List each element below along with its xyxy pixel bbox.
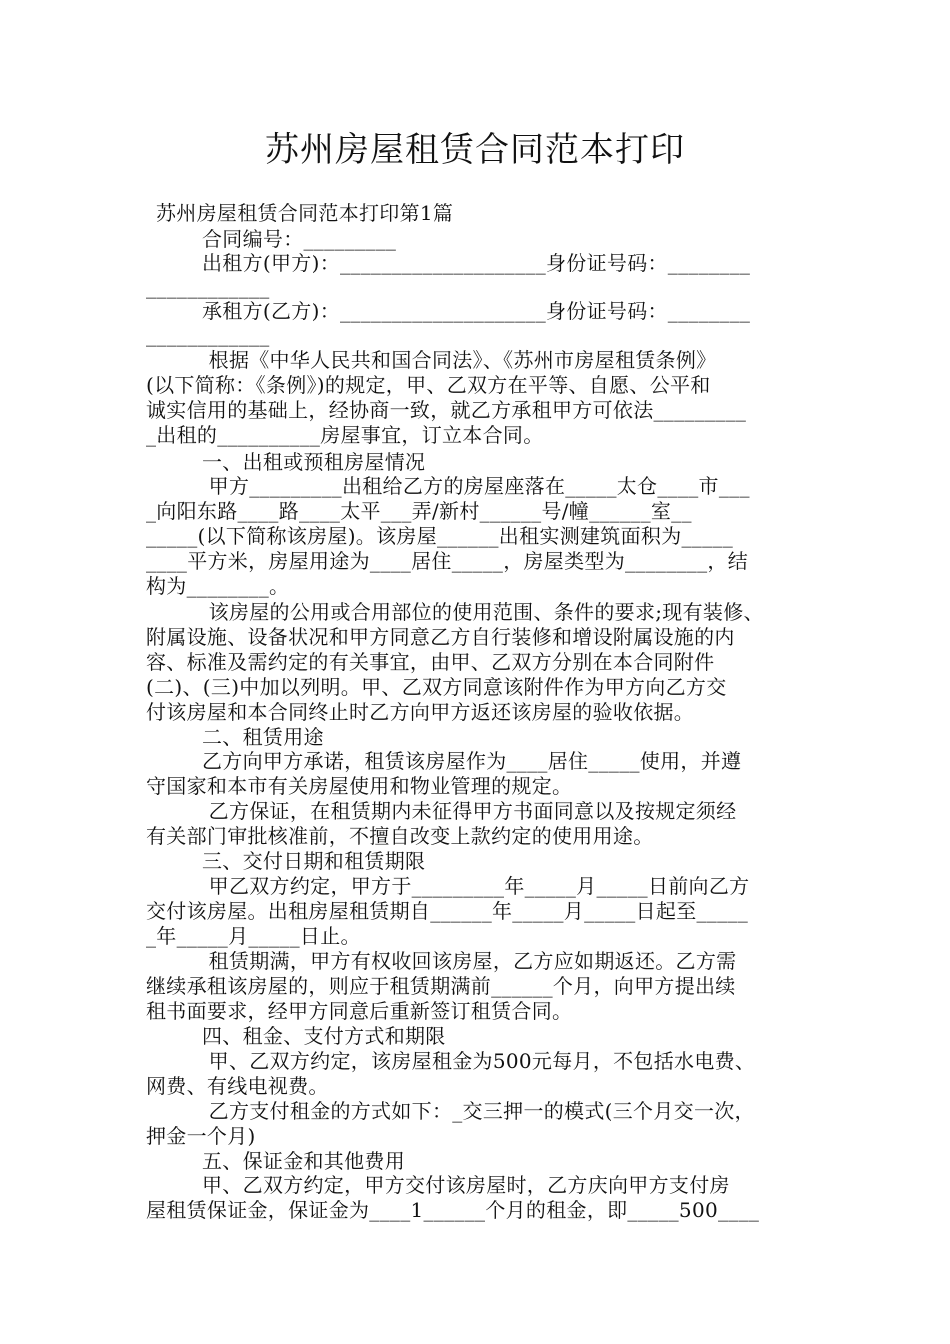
section-heading: 五、保证金和其他费用 (202, 1149, 405, 1173)
paragraph-line: _向阳东路____路____太平___弄/新村______号/幢______室__ (146, 499, 692, 523)
section-heading: 苏州房屋租赁合同范本打印第1篇 (156, 201, 454, 225)
paragraph-line: 租书面要求，经甲方同意后重新签订租赁合同。 (146, 999, 573, 1023)
paragraph-line: 根据《中华人民共和国合同法》、《苏州市房屋租赁条例》 (202, 348, 717, 372)
paragraph-line: 押金一个月) (146, 1124, 256, 1148)
paragraph-line: 租赁期满，甲方有权收回该房屋，乙方应如期返还。乙方需 (202, 949, 737, 973)
paragraph-line: 甲、乙双方约定，甲方交付该房屋时，乙方庆向甲方支付房 (202, 1173, 730, 1197)
paragraph-line: 付该房屋和本合同终止时乙方向甲方返还该房屋的验收依据。 (146, 700, 695, 724)
paragraph-line: 容、标准及需约定的有关事宜，由甲、乙双方分别在本合同附件 (146, 650, 715, 674)
paragraph-line: 交付该房屋。出租房屋租赁期自______年_____月_____日起至_____ (146, 899, 748, 923)
lessee-line-cont: ____________ (146, 323, 270, 347)
document-title: 苏州房屋租赁合同范本打印 (265, 130, 685, 170)
lessee-line: 承租方(乙方)：____________________身份证号码：________ (202, 299, 751, 323)
paragraph-line: 乙方向甲方承诺，租赁该房屋作为____居住_____使用，并遵 (202, 749, 742, 773)
section-heading: 四、租金、支付方式和期限 (202, 1024, 446, 1048)
paragraph-line: (以下简称：《条例》)的规定，甲、乙双方在平等、自愿、公平和 (146, 373, 711, 397)
paragraph-line: 有关部门审批核准前，不擅自改变上款约定的使用用途。 (146, 824, 654, 848)
paragraph-line: 构为________。 (146, 574, 290, 598)
paragraph-line: 附属设施、设备状况和甲方同意乙方自行装修和增设附属设施的内 (146, 625, 735, 649)
section-heading: 三、交付日期和租赁期限 (202, 849, 426, 873)
paragraph-line: ____平方米，房屋用途为____居住_____，房屋类型为________，结 (146, 549, 748, 573)
paragraph-line: 网费、有线电视费。 (146, 1074, 329, 1098)
paragraph-line: 守国家和本市有关房屋使用和物业管理的规定。 (146, 774, 573, 798)
paragraph-line: _出租的__________房屋事宜，订立本合同。 (146, 423, 544, 447)
paragraph-line: 诚实信用的基础上，经协商一致，就乙方承租甲方可依法_________ (146, 398, 747, 422)
lessor-line-cont: ____________ (146, 275, 270, 299)
paragraph-line: 甲乙双方约定，甲方于_________年_____月_____日前向乙方 (202, 874, 750, 898)
paragraph-line: 屋租赁保证金，保证金为____1______个月的租金，即_____500____ (146, 1198, 760, 1222)
contract-number-line: 合同编号：_________ (202, 227, 397, 251)
paragraph-line: 甲、乙双方约定，该房屋租金为500元每月，不包括水电费、 (202, 1049, 756, 1073)
section-heading: 二、租赁用途 (202, 725, 324, 749)
paragraph-line: _年_____月_____日止。 (146, 924, 361, 948)
lessor-line: 出租方(甲方)：____________________身份证号码：________ (202, 251, 751, 275)
paragraph-line: 该房屋的公用或合用部位的使用范围、条件的要求;现有装修、 (202, 600, 764, 624)
paragraph-line: 乙方保证，在租赁期内未征得甲方书面同意以及按规定须经 (202, 799, 737, 823)
section-heading: 一、出租或预租房屋情况 (202, 450, 426, 474)
paragraph-line: 甲方_________出租给乙方的房屋座落在_____太仓____市___ (202, 474, 750, 498)
paragraph-line: 乙方支付租金的方式如下：_交三押一的模式(三个月交一次， (202, 1099, 755, 1123)
paragraph-line: 继续承租该房屋的，则应于租赁期满前______个月，向甲方提出续 (146, 974, 736, 998)
paragraph-line: (二)、(三)中加以列明。甲、乙双方同意该附件作为甲方向乙方交 (146, 675, 727, 699)
paragraph-line: _____(以下简称该房屋)。该房屋______出租实测建筑面积为_____ (146, 524, 734, 548)
